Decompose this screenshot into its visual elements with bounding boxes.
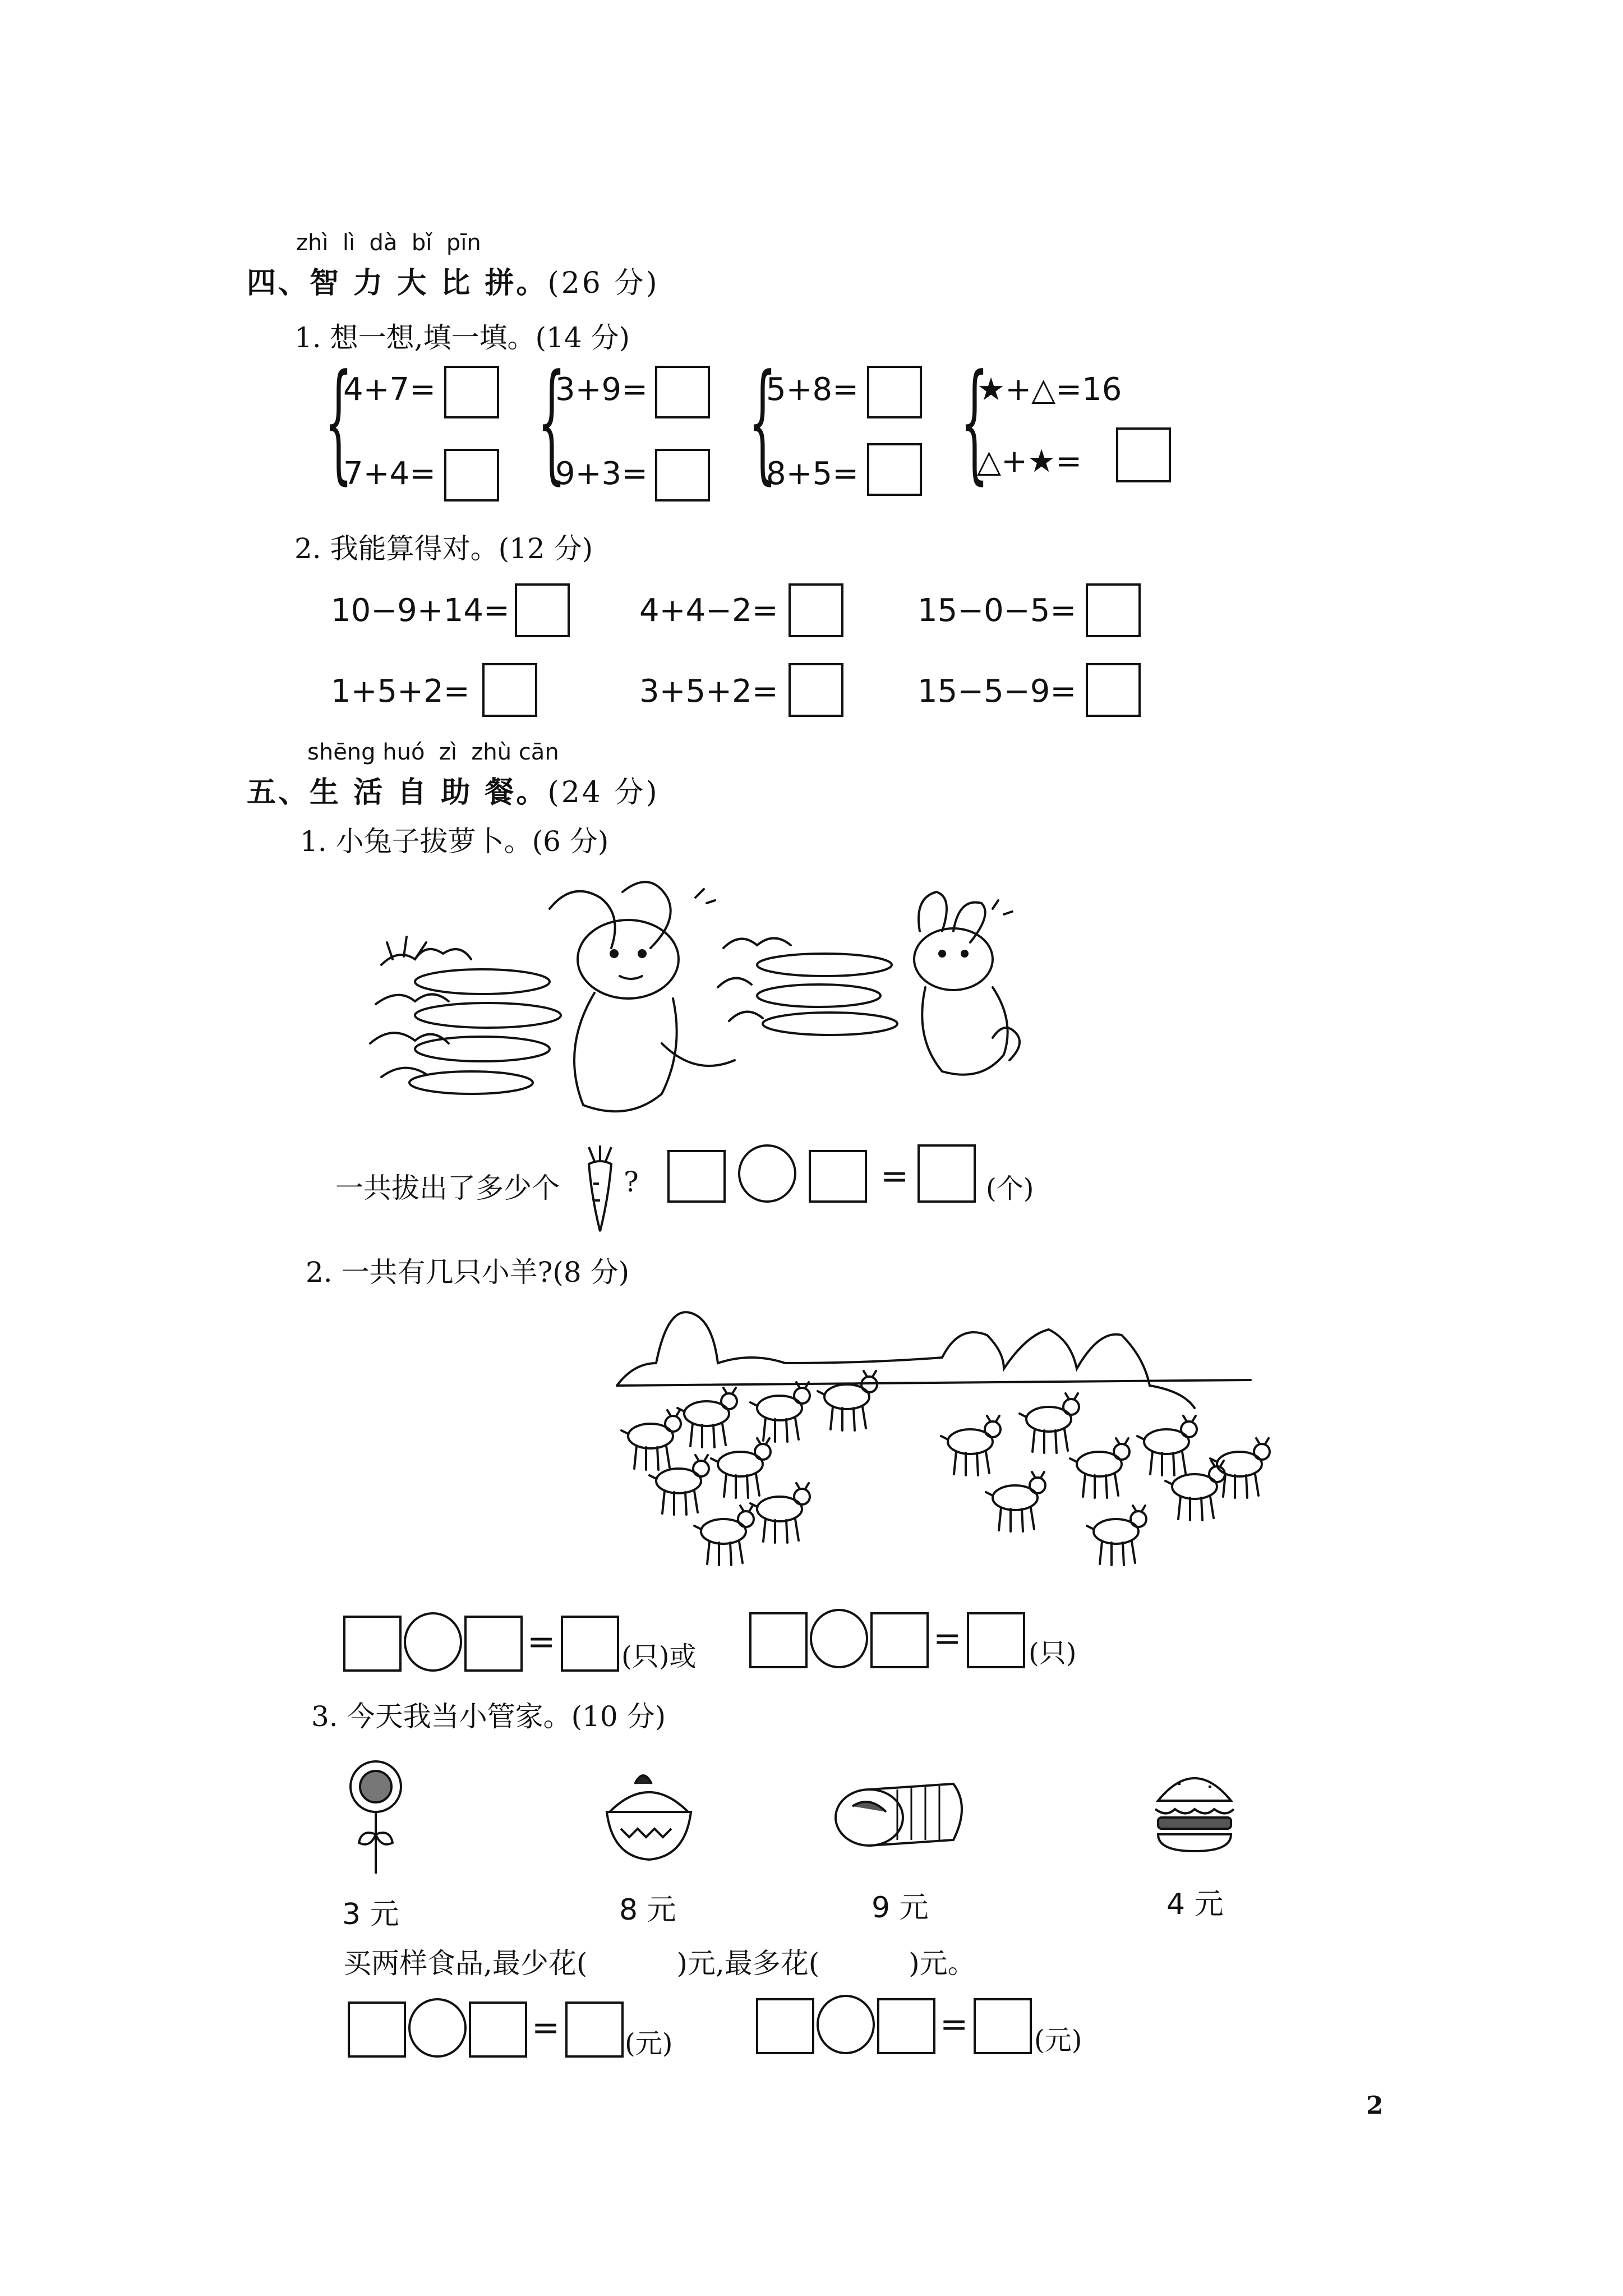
- answer-box[interactable]: [1116, 427, 1171, 482]
- expr: 7+4=: [343, 455, 436, 492]
- price-label: 3 元: [342, 1898, 399, 1931]
- price-label: 9 元: [872, 1891, 929, 1925]
- sheep: [1137, 1416, 1197, 1475]
- sheep: [711, 1438, 771, 1498]
- sheep-illustration: [611, 1296, 1267, 1576]
- sheep: [1210, 1438, 1270, 1498]
- result-box[interactable]: [967, 1612, 1025, 1668]
- unit-label: (只): [1029, 1637, 1077, 1669]
- mountain-outline: [617, 1312, 1195, 1408]
- section4-title-text: 四、智 力 大 比 拼。: [247, 266, 548, 300]
- expr: 4+4−2=: [639, 592, 778, 629]
- q5-3-label: 3. 今天我当小管家。(10 分): [311, 1700, 666, 1733]
- price-label: 4 元: [1166, 1888, 1224, 1921]
- hamburger-icon: [1150, 1761, 1239, 1862]
- result-box[interactable]: [565, 2001, 624, 2058]
- q5-1-qmark: ?: [624, 1166, 639, 1198]
- expr: △+★=: [977, 443, 1082, 480]
- operand-box[interactable]: [870, 1612, 929, 1668]
- answer-box[interactable]: [1086, 583, 1141, 637]
- expr: 9+3=: [555, 455, 648, 492]
- sheep: [1087, 1506, 1146, 1565]
- answer-box[interactable]: [482, 663, 537, 717]
- unit-label: (元): [625, 2028, 673, 2059]
- operand-box[interactable]: [667, 1150, 726, 1203]
- section5-title-text: 五、生 活 自 助 餐。: [247, 775, 548, 809]
- expr: ★+△=16: [977, 371, 1122, 408]
- answer-box[interactable]: [867, 366, 922, 418]
- expr: 10−9+14=: [331, 592, 510, 629]
- rabbit-illustration: [359, 875, 1256, 1116]
- expr: 3+9=: [555, 371, 648, 408]
- expr: 15−0−5=: [917, 592, 1077, 629]
- expr: 1+5+2=: [331, 673, 470, 710]
- operand-box[interactable]: [809, 1150, 867, 1203]
- answer-box[interactable]: [444, 366, 499, 418]
- answer-box[interactable]: [655, 449, 710, 501]
- section4-pinyin: zhì lì dà bǐ pīn: [296, 230, 481, 256]
- operand-box[interactable]: [877, 1998, 935, 2054]
- expr: 15−5−9=: [917, 673, 1077, 710]
- brace: {: [748, 347, 777, 497]
- q5-1-question: [335, 1166, 560, 1206]
- operator-circle[interactable]: [404, 1612, 462, 1672]
- q4-1-label: 1. 想一想,填一填。(14 分): [294, 321, 630, 354]
- answer-box[interactable]: [515, 583, 570, 637]
- operand-box[interactable]: [464, 1616, 523, 1672]
- answer-box[interactable]: [1086, 663, 1141, 717]
- sheep: [941, 1416, 1000, 1475]
- carrot-pile-left: [370, 937, 561, 1094]
- q5-2-label: 2. 一共有几只小羊?(8 分): [306, 1256, 630, 1289]
- operand-box[interactable]: [348, 2001, 406, 2058]
- equals-sign: =: [880, 1157, 909, 1196]
- q5-1-question-text: 一共拔出了多少个: [335, 1172, 560, 1204]
- section5-points: (24 分): [547, 776, 660, 809]
- answer-box[interactable]: [789, 663, 843, 717]
- operand-box[interactable]: [749, 1612, 808, 1668]
- section5-pinyin: shēng huó zì zhù cān: [307, 739, 559, 765]
- sheep: [1020, 1393, 1079, 1453]
- answer-box[interactable]: [444, 449, 499, 501]
- expr: 3+5+2=: [639, 673, 778, 710]
- unit-label: (元): [1034, 2024, 1082, 2056]
- equals-sign: =: [527, 1622, 556, 1662]
- result-box[interactable]: [561, 1616, 619, 1672]
- operand-box[interactable]: [756, 1998, 814, 2054]
- brace: {: [537, 347, 566, 497]
- section4-title: [247, 259, 660, 301]
- sheep-flock: [621, 1371, 1270, 1565]
- equals-sign: =: [940, 2005, 969, 2044]
- expr: 4+7=: [343, 371, 436, 408]
- carrot-pile-middle: [718, 938, 897, 1036]
- answer-box[interactable]: [867, 443, 922, 496]
- price-label: 8 元: [619, 1893, 676, 1927]
- section4-points: (26 分): [547, 266, 660, 300]
- result-box[interactable]: [974, 1998, 1032, 2054]
- operator-circle[interactable]: [408, 1998, 467, 2058]
- q4-2-label: 2. 我能算得对。(12 分): [294, 532, 593, 565]
- operator-circle[interactable]: [738, 1144, 796, 1203]
- sheep: [986, 1472, 1045, 1531]
- page-number: 2: [1366, 2091, 1384, 2120]
- section5-title: [247, 769, 660, 811]
- unit-label: (只)或: [621, 1641, 697, 1672]
- equals-sign: =: [532, 2008, 560, 2047]
- operator-circle[interactable]: [817, 1995, 875, 2054]
- sheep: [677, 1388, 737, 1447]
- q5-3-question: 买两样食品,最少花( )元,最多花( )元。: [343, 1947, 976, 1980]
- rice-bowl-icon: [601, 1767, 697, 1868]
- cake-roll-icon: [830, 1773, 976, 1857]
- expr: 8+5=: [766, 455, 859, 492]
- q5-1-label: 1. 小兔子拔萝卜。(6 分): [300, 825, 609, 858]
- brace: {: [324, 347, 353, 497]
- small-rabbit: [914, 892, 1020, 1075]
- equals-sign: =: [933, 1619, 962, 1658]
- expr: 5+8=: [766, 371, 859, 408]
- lollipop-icon: [342, 1756, 409, 1879]
- operand-box[interactable]: [343, 1616, 402, 1672]
- answer-box[interactable]: [655, 366, 710, 418]
- answer-box[interactable]: [789, 583, 843, 637]
- result-box[interactable]: [917, 1144, 976, 1203]
- sheep: [750, 1382, 810, 1442]
- brace: {: [960, 347, 989, 497]
- unit-label: (个): [986, 1173, 1034, 1204]
- sheep: [694, 1506, 754, 1565]
- big-rabbit: [550, 882, 735, 1111]
- sheep: [1070, 1438, 1129, 1498]
- operand-box[interactable]: [469, 2001, 527, 2058]
- operator-circle[interactable]: [810, 1609, 868, 1668]
- sheep: [818, 1371, 877, 1430]
- sheep: [621, 1410, 681, 1470]
- carrot-icon: [578, 1144, 623, 1234]
